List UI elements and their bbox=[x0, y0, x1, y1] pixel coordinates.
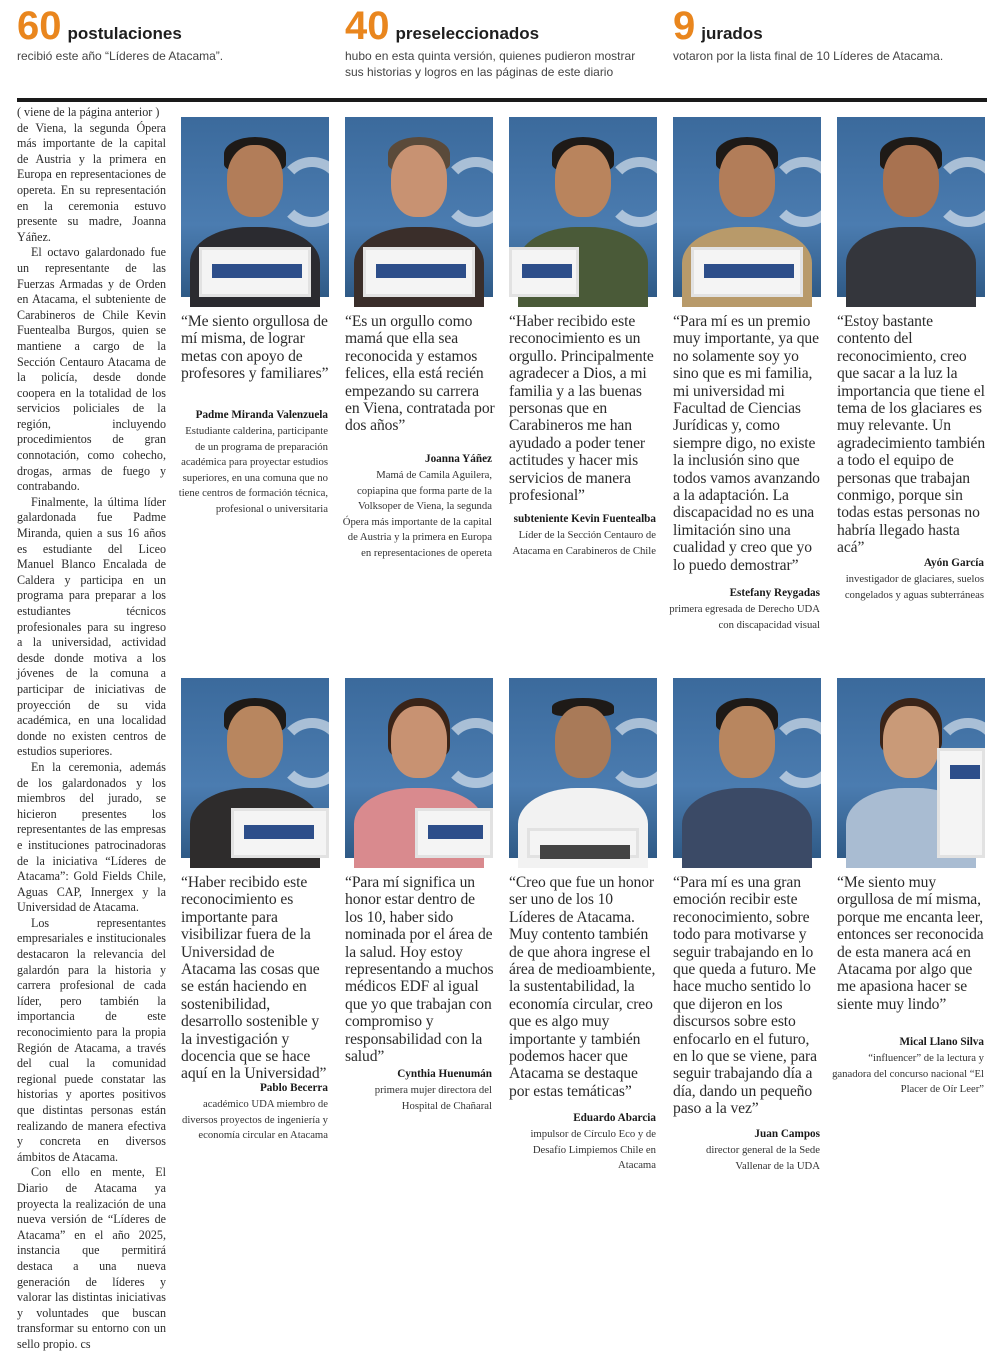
article-paragraph: Con ello en mente, El Diario de Atacama ya proyecta la realización de una nueva versión de “Líderes de Atacama” en el año 2025, instancia que permitirá destaca a una nueva generación de líderes y valorar las distintas iniciativas y voluntades que buscan transformar su entorno con un sello propio. cs bbox=[17, 1165, 166, 1351]
desc-kevin-fuentealba: Líder de la Sección Centauro de Atacama en Carabineros de Chile bbox=[512, 529, 656, 557]
photo-pablo-becerra bbox=[181, 678, 329, 858]
article-paragraph: El octavo galardonado fue un representante de las Fuerzas Armadas y de Orden en Atacama, el subteniente de Carabineros de Chile Kevin Fuentealba Burgos, quien se mantiene a cargo de la Sección Centauro Atacama de la policía, desde donde coopera en la totalidad de los servicios policiales de la región, incluyendo procedimientos de gran connotación, como cohecho, drogas, armas de fuego y contrabando. bbox=[17, 245, 166, 494]
name-joanna-yanez: Joanna Yáñez bbox=[424, 453, 492, 465]
photo-joanna-yanez bbox=[345, 117, 493, 297]
photo-ayon-garcia bbox=[837, 117, 985, 297]
stat-preseleccionados bbox=[345, 6, 655, 80]
quote-ayon-garcia: “Estoy bastante contento del reconocimiento, creo que sacar a la luz la importancia que tiene el tema de los glaciares es muy relevante. Un agradecimiento también a todo el equipo de personas que trabajan conmigo, porque sin todas estas personas no habría llegado hasta acá” bbox=[837, 313, 986, 557]
stat-description: votaron por la lista final de 10 Líderes de Atacama. bbox=[673, 49, 944, 63]
article-column bbox=[17, 105, 166, 1351]
desc-estefany-reygadas: primera egresada de Derecho UDA con discapacidad visual bbox=[669, 603, 820, 631]
article-paragraph: Finalmente, la última líder galardonada fue Padme Miranda, quien a sus 16 años es estudiante del Liceo Manuel Blanco Encalada de Caldera y participa en un programa para preparar a los estudiantes técnicos profesionales para su ingreso a la universidad, actividad desde donde motiva a los jóvenes de la comuna a participar de iniciativas de proyección de su vida académica, en una localidad donde no existen centros de estudios superiores. bbox=[17, 494, 166, 759]
name-kevin-fuentealba: subteniente Kevin Fuentealba bbox=[513, 513, 656, 525]
stat-label: jurados bbox=[701, 24, 763, 43]
stat-label: preseleccionados bbox=[395, 24, 540, 43]
photo-kevin-fuentealba bbox=[509, 117, 657, 297]
quote-cynthia-huenuman: “Para mí significa un honor estar dentro de los 10, haber sido nominada por el área de la salud. Hoy estoy representando a muchos médicos EDF al igual que yo que trabajan con compromiso y responsabilidad con la salud” bbox=[345, 874, 494, 1066]
stat-postulaciones bbox=[17, 6, 337, 64]
desc-joanna-yanez: Mamá de Camila Aguilera, copiapina que forma parte de la Volksoper de Viena, la segunda Ópera más importante de la capital de Austria y la primera en Europa en representaciones de opereta bbox=[342, 469, 492, 559]
quote-padme-miranda: “Me siento orgullosa de mí misma, de lograr metas con apoyo de profesores y familiares” bbox=[181, 313, 329, 383]
quote-kevin-fuentealba: “Haber recibido este reconocimiento es un orgullo. Principalmente agradecer a Dios, a mi familia y a las buenas personas que en Carabineros me han ayudado a poder tener actitudes y hacer mis servicios de manera profesional” bbox=[509, 313, 654, 505]
name-eduardo-abarcia: Eduardo Abarcia bbox=[573, 1112, 656, 1124]
continued-note: ( viene de la página anterior ) bbox=[17, 105, 160, 119]
name-cynthia-huenuman: Cynthia Huenumán bbox=[397, 1068, 492, 1080]
photo-juan-campos bbox=[673, 678, 821, 858]
desc-mical-llano: “influencer” de la lectura y ganadora del concurso nacional “El Placer de Oír Leer” bbox=[832, 1052, 984, 1095]
quote-juan-campos: “Para mí es una gran emoción recibir este reconocimiento, sobre todo para motivarse y seguir trabajando en lo que queda a futuro. Me hace mucho sentido lo que dijeron en los discursos sobre esto enfocarlo en el futuro, en lo que se viene, para seguir trabajando día a día, dando un pequeño paso a la vez” bbox=[673, 874, 817, 1118]
photo-cynthia-huenuman bbox=[345, 678, 493, 858]
photo-padme-miranda bbox=[181, 117, 329, 297]
article-paragraph: de Viena, la segunda Ópera más importante de la capital de Austria y la primera en Europa en representaciones de opereta. En su representación en la ceremonia estuvo presente su madre, Joanna Yáñez. bbox=[17, 120, 166, 244]
stat-description: recibió este año “Líderes de Atacama”. bbox=[17, 49, 224, 63]
quote-estefany-reygadas: “Para mí es un premio muy importante, ya que no solamente soy yo sino que es mi familia, mi universidad mi Facultad de Ciencias Jurídicas y, como siempre digo, no existe la inclusión sino que todos vamos avanzando a la adaptación. La discapacidad no es una limitación sino una cualidad y creo que yo lo puedo demostrar” bbox=[673, 313, 820, 574]
quote-joanna-yanez: “Es un orgullo como mamá que ella sea reconocida y estamos felices, ella está recién empezando su carrera en Viena, contratada por dos años” bbox=[345, 313, 495, 435]
name-padme-miranda: Padme Miranda Valenzuela bbox=[195, 409, 328, 421]
name-ayon-garcia: Ayón García bbox=[923, 557, 984, 569]
photo-estefany-reygadas bbox=[673, 117, 821, 297]
stat-description: hubo en esta quinta versión, quienes pudieron mostrar sus historias y logros en las páginas de este diario bbox=[345, 49, 636, 79]
stat-jurados bbox=[673, 6, 993, 64]
quote-eduardo-abarcia: “Creo que fue un honor ser uno de los 10 Líderes de Atacama. Muy contento también de que ahora ingrese el área de medioambiente, la sustentabilidad, la economía circular, creo que es algo muy importante y también podemos hacer que Atacama se destaque por estas temáticas” bbox=[509, 874, 656, 1100]
article-paragraph: Los representantes empresariales e institucionales destacaron la relevancia del galardón para la historia y carrera profesional de cada líder, pero también la importancia de este reconocimiento para la propia Región de Atacama, a través del cual la comunidad regional puede constatar las historias y aportes positivos que distintas personas están realizando de manera efectiva y concreta en diversos ámbitos de Atacama. bbox=[17, 915, 166, 1164]
stat-number: 40 bbox=[345, 4, 390, 48]
stat-number: 9 bbox=[673, 4, 696, 48]
photo-eduardo-abarcia bbox=[509, 678, 657, 858]
stat-number: 60 bbox=[17, 4, 62, 48]
desc-pablo-becerra: académico UDA miembro de diversos proyectos de ingeniería y economía circular en Atacama bbox=[181, 1098, 328, 1141]
article-paragraph: En la ceremonia, además de los galardonados y los miembros del jurado, se hicieron presentes los representantes de las empresas e instituciones patrocinadoras de la iniciativa “Líderes de Atacama”: Gold Fields Chile, Aguas CAP, Innergex y la Universidad de Atacama. bbox=[17, 759, 166, 915]
photo-mical-llano bbox=[837, 678, 985, 858]
top-rule bbox=[17, 98, 987, 102]
desc-padme-miranda: Estudiante calderina, participante de un programa de preparación académica para proyectar estudios superiores, en una comuna que no tiene centros de formación técnica, profesional o universitaria bbox=[178, 425, 328, 515]
stat-label: postulaciones bbox=[67, 24, 182, 43]
quote-mical-llano: “Me siento muy orgullosa de mí misma, porque me encanta leer, entonces ser reconocida de esta manera acá en Atacama por algo que me apasiona hacer se siente muy lindo” bbox=[837, 874, 984, 1013]
desc-juan-campos: director general de la Sede Vallenar de la UDA bbox=[706, 1144, 820, 1172]
quote-pablo-becerra: “Haber recibido este reconocimiento es importante para visibilizar fuera de la Universidad de Atacama las cosas que se están haciendo en sostenibilidad, desarrollo sostenible y la investigación y docencia que se hace aquí en la Universidad” bbox=[181, 874, 327, 1083]
name-juan-campos: Juan Campos bbox=[754, 1128, 820, 1140]
name-estefany-reygadas: Estefany Reygadas bbox=[729, 587, 820, 599]
desc-ayon-garcia: investigador de glaciares, suelos congelados y aguas subterráneas bbox=[844, 573, 984, 601]
desc-eduardo-abarcia: impulsor de Círculo Eco y de Desafío Limpiemos Chile en Atacama bbox=[530, 1128, 656, 1171]
name-pablo-becerra: Pablo Becerra bbox=[259, 1082, 328, 1094]
name-mical-llano: Mical Llano Silva bbox=[899, 1036, 984, 1048]
desc-cynthia-huenuman: primera mujer directora del Hospital de Chañaral bbox=[374, 1084, 492, 1112]
